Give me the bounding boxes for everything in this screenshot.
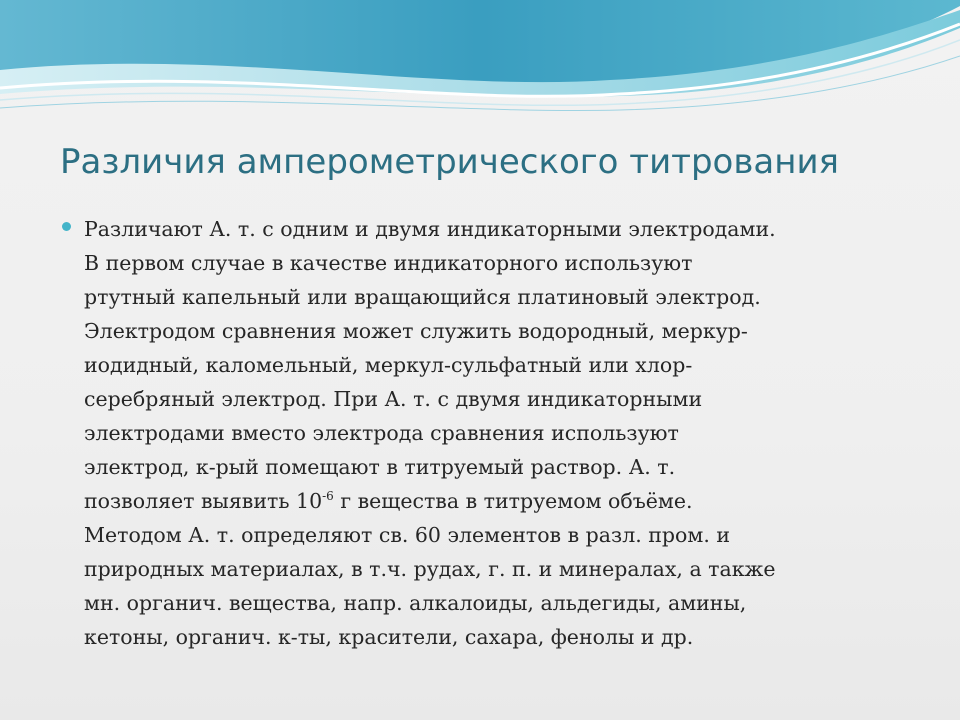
slide-title: Различия амперометрического титрования [60,142,840,182]
exponent: -6 [322,489,334,503]
slide-content [60,212,920,654]
bullet-item [60,212,920,654]
bullet-icon [62,222,71,231]
decorative-wave-banner [0,0,960,115]
text-line: Различают А. т. с одним и двумя индикаторными электродами. [84,217,776,241]
text-line-with-exponent [84,484,920,518]
text-line: природных материалах, в т.ч. рудах, г. п. и минералах, а также [84,557,776,581]
text-line: электрод, к-рый помещают в титруемый раствор. А. т. [84,455,676,479]
bullet-text [84,212,920,654]
text-line: кетоны, органич. к-ты, красители, сахара, фенолы и др. [84,625,694,649]
text-segment: позволяет выявить 10 [84,489,323,513]
text-line: ртутный капельный или вращающийся платиновый электрод. [84,285,761,309]
text-line: серебряный электрод. При А. т. с двумя индикаторными [84,387,703,411]
text-line: мн. органич. вещества, напр. алкалоиды, альдегиды, амины, [84,591,747,615]
text-line: электродами вместо электрода сравнения используют [84,421,679,445]
text-line: Методом А. т. определяют св. 60 элементов в разл. пром. и [84,523,731,547]
text-line: иодидный, каломельный, меркул-сульфатный или хлор- [84,353,693,377]
text-line: Электродом сравнения может служить водородный, меркур- [84,319,748,343]
text-segment: г вещества в титруемом объёме. [333,489,693,513]
text-line: В первом случае в качестве индикаторного используют [84,251,693,275]
